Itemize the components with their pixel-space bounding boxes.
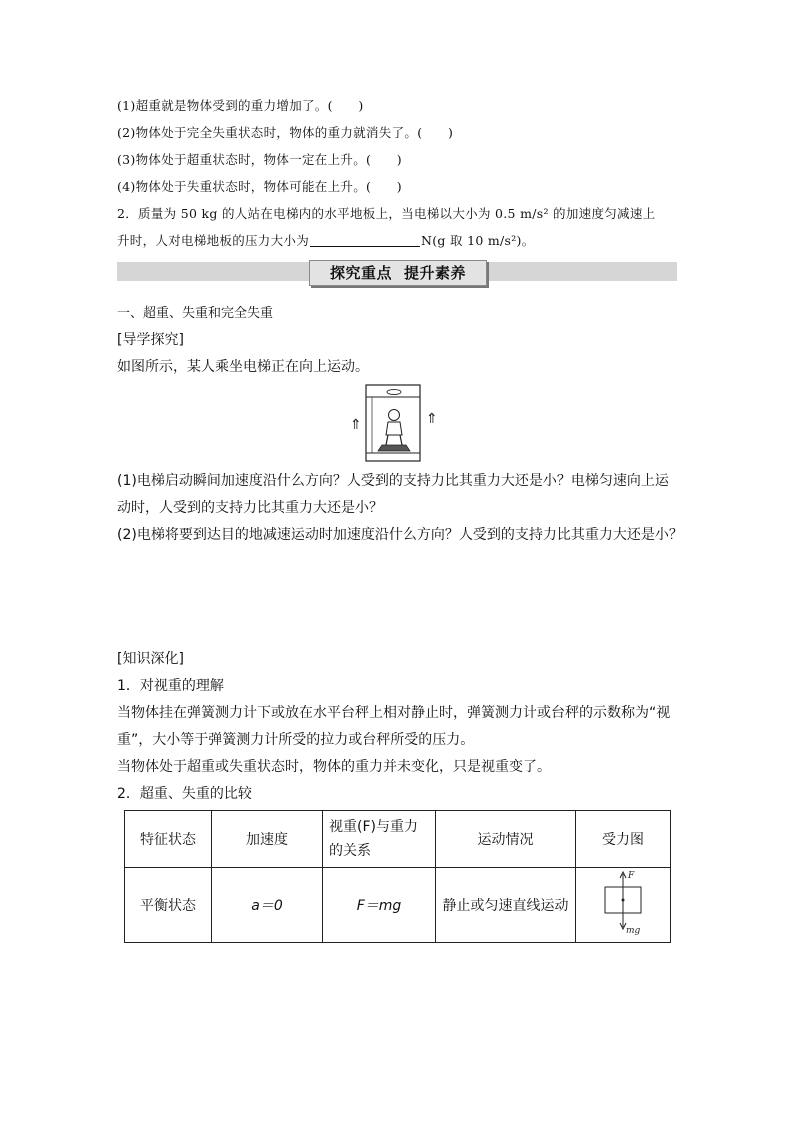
banner-left-text: 探究重点 [329,264,392,282]
guide-tag: [导学探究] [117,332,184,348]
force-up-label: F [628,871,635,881]
question-2-guide: (2)电梯将要到达目的地减速运动时加速度沿什么方向？人受到的支持力比其重力大还是小？ [117,527,683,543]
intro-text: 如图所示，某人乘坐电梯正在向上运动。 [117,359,369,375]
header-state: 特征状态 [125,811,212,868]
elevator-figure [346,383,442,463]
knowledge-tag: [知识深化] [117,651,184,667]
ceiling-light [387,390,401,395]
header-relation-line2: 的关系 [329,843,371,859]
judgment-4: (4)物体处于失重状态时，物体可能在上升。( ) [117,179,402,194]
elevator-diagram [346,383,442,463]
cell-acceleration: a＝0 [212,868,323,943]
knowledge-item1-title: 1．对视重的理解 [117,678,224,694]
cell-motion: 静止或匀速直线运动 [436,868,576,943]
answer-blank[interactable] [310,232,420,247]
comparison-table [124,810,671,943]
header-motion: 运动情况 [436,811,576,868]
question-1-line2: 动时，人受到的支持力比其重力大还是小？ [117,500,383,516]
arrow-left: ⇑ [350,417,362,433]
question-2-unit: N(g 取 10 m/s²)。 [421,233,535,248]
person-body [386,422,402,435]
force-center-dot [622,899,625,902]
header-relation-line1: 视重(F)与重力 [329,819,418,835]
section-title: 一、超重、失重和完全失重 [117,306,274,321]
banner-right-text: 提升素养 [404,264,467,282]
knowledge-item1-p1-line2: 重”，大小等于弹簧测力计所受的拉力或台秤所受的压力。 [117,732,475,748]
arrow-right: ⇑ [426,411,438,427]
header-acceleration: 加速度 [212,811,323,868]
person-legs [386,435,402,445]
question-2-text: 升时，人对电梯地板的压力大小为 [117,233,310,248]
cell-force-diagram [576,868,671,943]
scale [378,445,410,451]
table-header-row [125,811,671,868]
knowledge-item1-p2: 当物体处于超重或失重状态时，物体的重力并未变化，只是视重变了。 [117,759,551,775]
person-head [389,410,400,421]
section-banner [309,260,487,286]
cell-relation: F＝mg [323,868,436,943]
knowledge-item1-p1-line1: 当物体挂在弹簧测力计下或放在水平台秤上相对静止时，弹簧测力计或台秤的示数称为“视 [117,705,671,721]
knowledge-item2-title: 2．超重、失重的比较 [117,786,252,802]
cell-state: 平衡状态 [125,868,212,943]
question-2-line1: 2．质量为 50 kg 的人站在电梯内的水平地板上，当电梯以大小为 0.5 m/s² 的加速度匀减速上 [117,206,656,221]
header-force-diagram: 受力图 [576,811,671,868]
table-row [125,868,671,943]
header-relation [323,811,436,868]
force-down-label: mg [626,926,641,936]
question-2-line2 [117,232,535,250]
judgment-3: (3)物体处于超重状态时，物体一定在上升。( ) [117,152,402,167]
judgment-2: (2)物体处于完全失重状态时，物体的重力就消失了。( ) [117,125,454,140]
judgment-1: (1)超重就是物体受到的重力增加了。( ) [117,98,364,113]
question-1-line1: (1)电梯启动瞬间加速度沿什么方向？人受到的支持力比其重力大还是小？电梯匀速向上运 [117,473,669,489]
force-diagram [593,869,653,937]
